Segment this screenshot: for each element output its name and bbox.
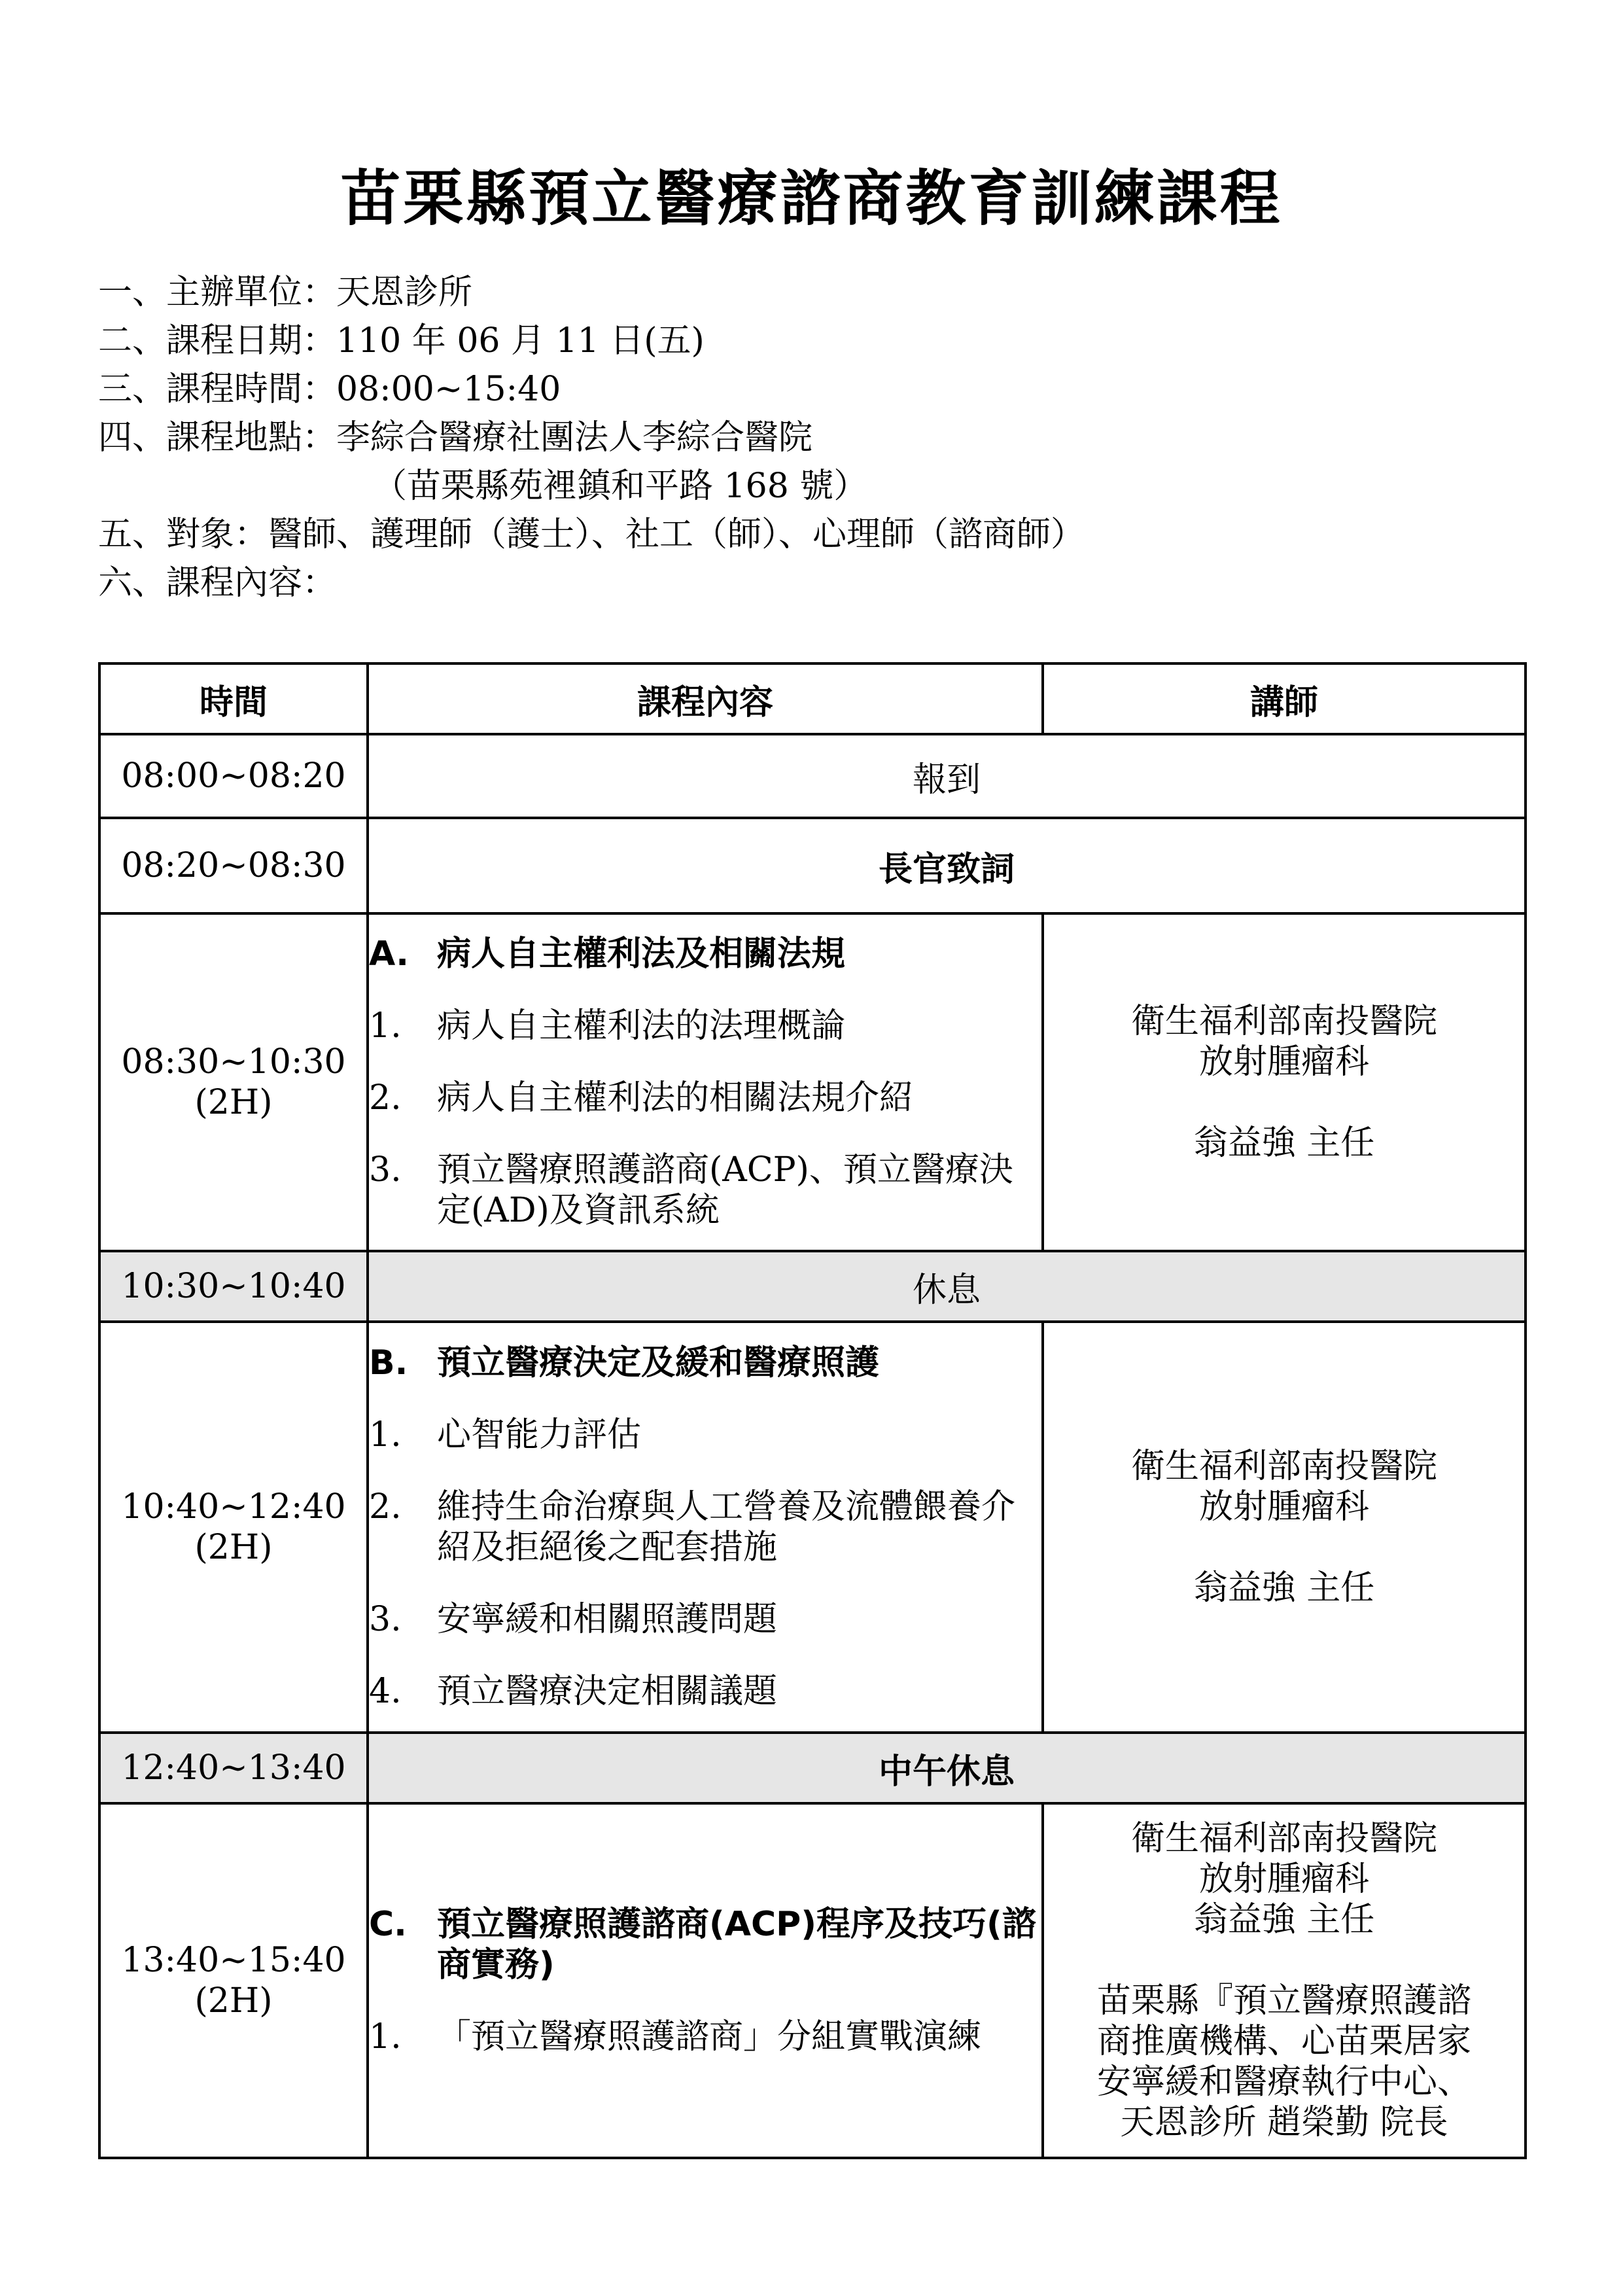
table-row — [99, 1803, 1526, 2158]
teacher-dept: 放射腫瘤科 — [1198, 1042, 1369, 1082]
page-title: 苗栗縣預立醫療諮商教育訓練課程 — [340, 164, 1283, 234]
time-cell — [99, 1322, 368, 1733]
list-item — [369, 1904, 1041, 1985]
item-text: 預立醫療決定及緩和醫療照護 — [437, 1343, 880, 1383]
list-item — [369, 2017, 1041, 2057]
teacher-line: 商推廣機構、心苗栗居家 — [1096, 2022, 1471, 2061]
info-value: 李綜合醫療社團法人李綜合醫院 — [336, 418, 813, 457]
list-item — [369, 1343, 1041, 1383]
info-label: 五、對象： — [98, 515, 269, 554]
info-value: 110 年 06 月 11 日(五) — [336, 321, 705, 361]
item-text: 預立醫療照護諮商(ACP)程序及技巧(諮商實務) — [437, 1905, 1036, 1985]
duration: (2H) — [194, 1528, 273, 1567]
teacher-org: 衛生福利部南投醫院 — [1130, 1002, 1437, 1041]
item-text: 病人自主權利法的法理概論 — [437, 1006, 846, 1046]
list-item — [369, 1415, 1041, 1455]
item-text: 心智能力評估 — [437, 1415, 642, 1455]
content-cell — [368, 1322, 1043, 1733]
teacher-name: 翁益強 主任 — [1193, 1568, 1375, 1608]
info-date — [98, 317, 1085, 365]
item-number: 4. — [369, 1672, 402, 1711]
list-item — [369, 1006, 1041, 1046]
time-cell: 10:30~10:40 — [99, 1251, 368, 1322]
time-range: 10:40~12:40 — [121, 1487, 346, 1527]
header-content: 課程內容 — [368, 663, 1043, 734]
table-row — [99, 1322, 1526, 1733]
info-value: 天恩診所 — [336, 273, 473, 312]
table-row — [99, 1733, 1526, 1803]
table-row — [99, 1251, 1526, 1322]
item-number: 1. — [369, 2017, 402, 2057]
time-cell: 08:20~08:30 — [99, 818, 368, 913]
info-label: 二、課程日期： — [98, 321, 337, 361]
teacher-org: 衛生福利部南投醫院 — [1130, 1447, 1437, 1486]
table-row — [99, 818, 1526, 913]
teacher-cell — [1043, 1803, 1526, 2158]
table-row — [99, 734, 1526, 818]
list-item — [369, 1150, 1041, 1231]
item-number: 1. — [369, 1415, 402, 1455]
item-number: A. — [369, 934, 409, 974]
header-time: 時間 — [99, 663, 368, 734]
header-teacher: 講師 — [1043, 663, 1526, 734]
info-label: 一、主辦單位： — [98, 273, 337, 312]
time-cell — [99, 913, 368, 1251]
item-number: 3. — [369, 1600, 402, 1639]
time-range: 08:30~10:30 — [121, 1042, 346, 1082]
item-text: 病人自主權利法及相關法規 — [437, 934, 846, 974]
teacher-org: 衛生福利部南投醫院 — [1130, 1819, 1437, 1858]
info-organizer — [98, 268, 1085, 317]
info-address — [98, 462, 1085, 510]
teacher-line: 苗栗縣『預立醫療照護諮 — [1096, 1981, 1471, 2021]
event-cell: 長官致詞 — [368, 818, 1526, 913]
item-text: 預立醫療照護諮商(ACP)、預立醫療決定(AD)及資訊系統 — [437, 1150, 1013, 1230]
item-number: 1. — [369, 1006, 402, 1046]
teacher-dept: 放射腫瘤科 — [1198, 1487, 1369, 1527]
info-label: 三、課程時間： — [98, 370, 337, 409]
info-audience — [98, 510, 1085, 559]
info-value: 08:00~15:40 — [336, 370, 561, 409]
teacher-dept: 放射腫瘤科 — [1198, 1860, 1369, 1899]
info-label: 四、課程地點： — [98, 418, 337, 457]
info-label: 六、課程內容： — [98, 563, 337, 603]
list-item — [369, 1078, 1041, 1118]
event-cell: 中午休息 — [368, 1733, 1526, 1803]
duration: (2H) — [194, 1083, 273, 1122]
time-range: 13:40~15:40 — [121, 1941, 346, 1980]
table-header-row — [99, 663, 1526, 734]
item-number: 2. — [369, 1487, 402, 1527]
info-location — [98, 414, 1085, 462]
table-row — [99, 913, 1526, 1251]
info-time — [98, 365, 1085, 414]
item-text: 預立醫療決定相關議題 — [437, 1672, 778, 1711]
teacher-cell — [1043, 913, 1526, 1251]
teacher-cell — [1043, 1322, 1526, 1733]
teacher-line: 天恩診所 趙榮勤 院長 — [1120, 2103, 1448, 2142]
list-item — [369, 1671, 1041, 1712]
event-cell: 休息 — [368, 1251, 1526, 1322]
list-item — [369, 1487, 1041, 1568]
duration: (2H) — [194, 1981, 273, 2021]
teacher-name: 翁益強 主任 — [1193, 1900, 1375, 1939]
item-text: 「預立醫療照護諮商」分組實戰演練 — [437, 2017, 982, 2057]
content-cell — [368, 913, 1043, 1251]
item-number: 3. — [369, 1150, 402, 1190]
info-value: 醫師、護理師（護士）、社工（師）、心理師（諮商師） — [268, 515, 1085, 554]
list-item — [369, 1599, 1041, 1640]
course-info — [98, 268, 1085, 607]
content-cell — [368, 1803, 1043, 2158]
list-item — [369, 934, 1041, 974]
item-text: 病人自主權利法的相關法規介紹 — [437, 1078, 914, 1118]
time-cell — [99, 1803, 368, 2158]
item-number: B. — [369, 1343, 408, 1383]
info-value: （苗栗縣苑裡鎮和平路 168 號） — [373, 467, 868, 506]
info-content — [98, 559, 1085, 607]
time-cell: 12:40~13:40 — [99, 1733, 368, 1803]
teacher-name: 翁益強 主任 — [1193, 1123, 1375, 1163]
item-number: 2. — [369, 1078, 402, 1118]
teacher-line: 安寧緩和醫療執行中心、 — [1096, 2062, 1471, 2102]
item-text: 維持生命治療與人工營養及流體餵養介紹及拒絕後之配套措施 — [437, 1487, 1016, 1567]
item-text: 安寧緩和相關照護問題 — [437, 1600, 778, 1639]
item-number: C. — [369, 1905, 407, 1944]
time-cell: 08:00~08:20 — [99, 734, 368, 818]
event-cell: 報到 — [368, 734, 1526, 818]
schedule-table — [98, 662, 1527, 2159]
